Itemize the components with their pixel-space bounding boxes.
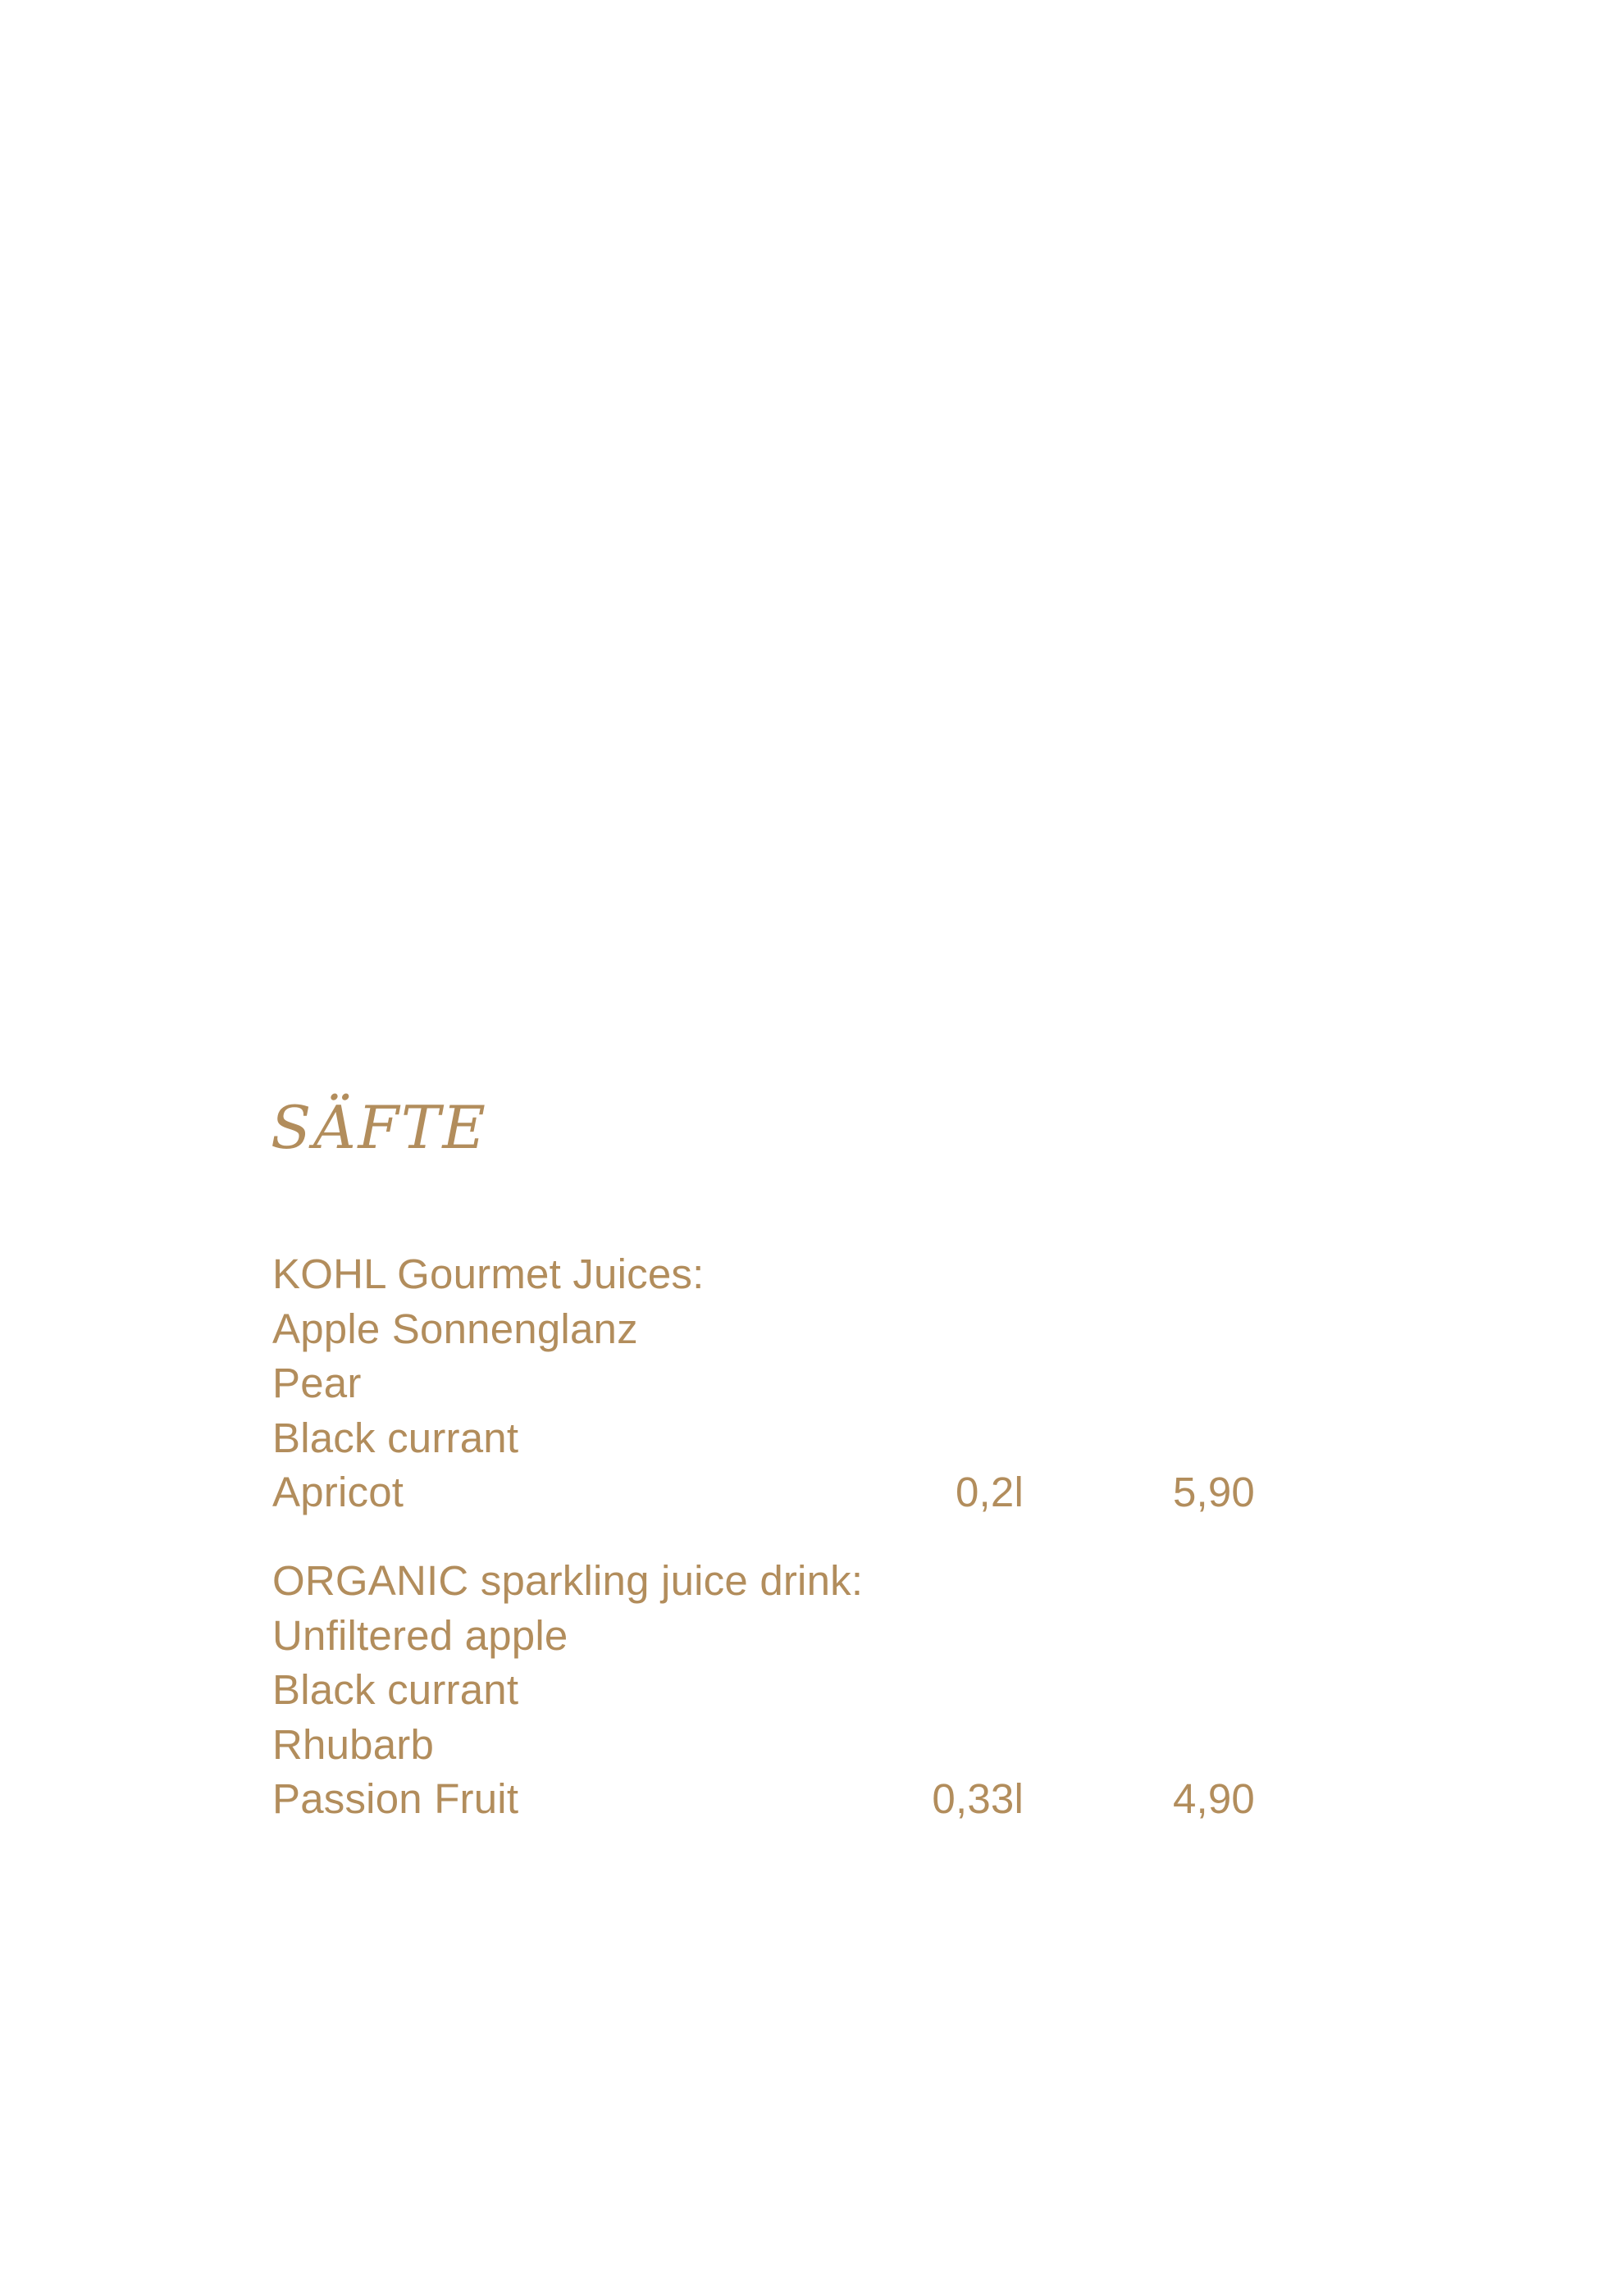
menu-item-row: [272, 1302, 1255, 1357]
menu-item-row-with-price: [272, 1772, 1255, 1827]
menu-item-row: [272, 1663, 1255, 1718]
menu-item-row: [272, 1718, 1255, 1773]
menu-item-label: Black currant: [272, 1414, 519, 1461]
menu-item-row-with-price: [272, 1465, 1255, 1520]
section-header-row: [272, 1247, 1255, 1302]
section-header-row: [272, 1554, 1255, 1609]
menu-item-label: Passion Fruit: [272, 1775, 519, 1822]
volume-cell: 0,33l: [932, 1775, 1024, 1822]
menu-item-label: Rhubarb: [272, 1720, 435, 1768]
menu-item-row: [272, 1356, 1255, 1411]
menu-item-label: Pear: [272, 1360, 362, 1406]
menu-item-label: Apple Sonnenglanz: [272, 1305, 638, 1352]
menu-item-row: [272, 1609, 1255, 1664]
menu-item-label: Black currant: [272, 1666, 519, 1713]
section-header: KOHL Gourmet Juices:: [272, 1250, 705, 1297]
menu-section-kohl-juices: [272, 1247, 1255, 1520]
price-cell: 5,90: [1172, 1469, 1255, 1515]
volume-cell: 0,2l: [955, 1469, 1024, 1515]
price-cell: 4,90: [1172, 1775, 1255, 1822]
menu-section-organic-sparkling: [272, 1554, 1255, 1827]
menu-item-label: Apricot: [272, 1469, 404, 1515]
section-header: ORGANIC sparkling juice drink:: [272, 1557, 864, 1604]
page-title: SÄFTE: [271, 1093, 488, 1163]
menu-item-row: [272, 1411, 1255, 1466]
menu-item-label: Unfiltered apple: [272, 1611, 568, 1659]
